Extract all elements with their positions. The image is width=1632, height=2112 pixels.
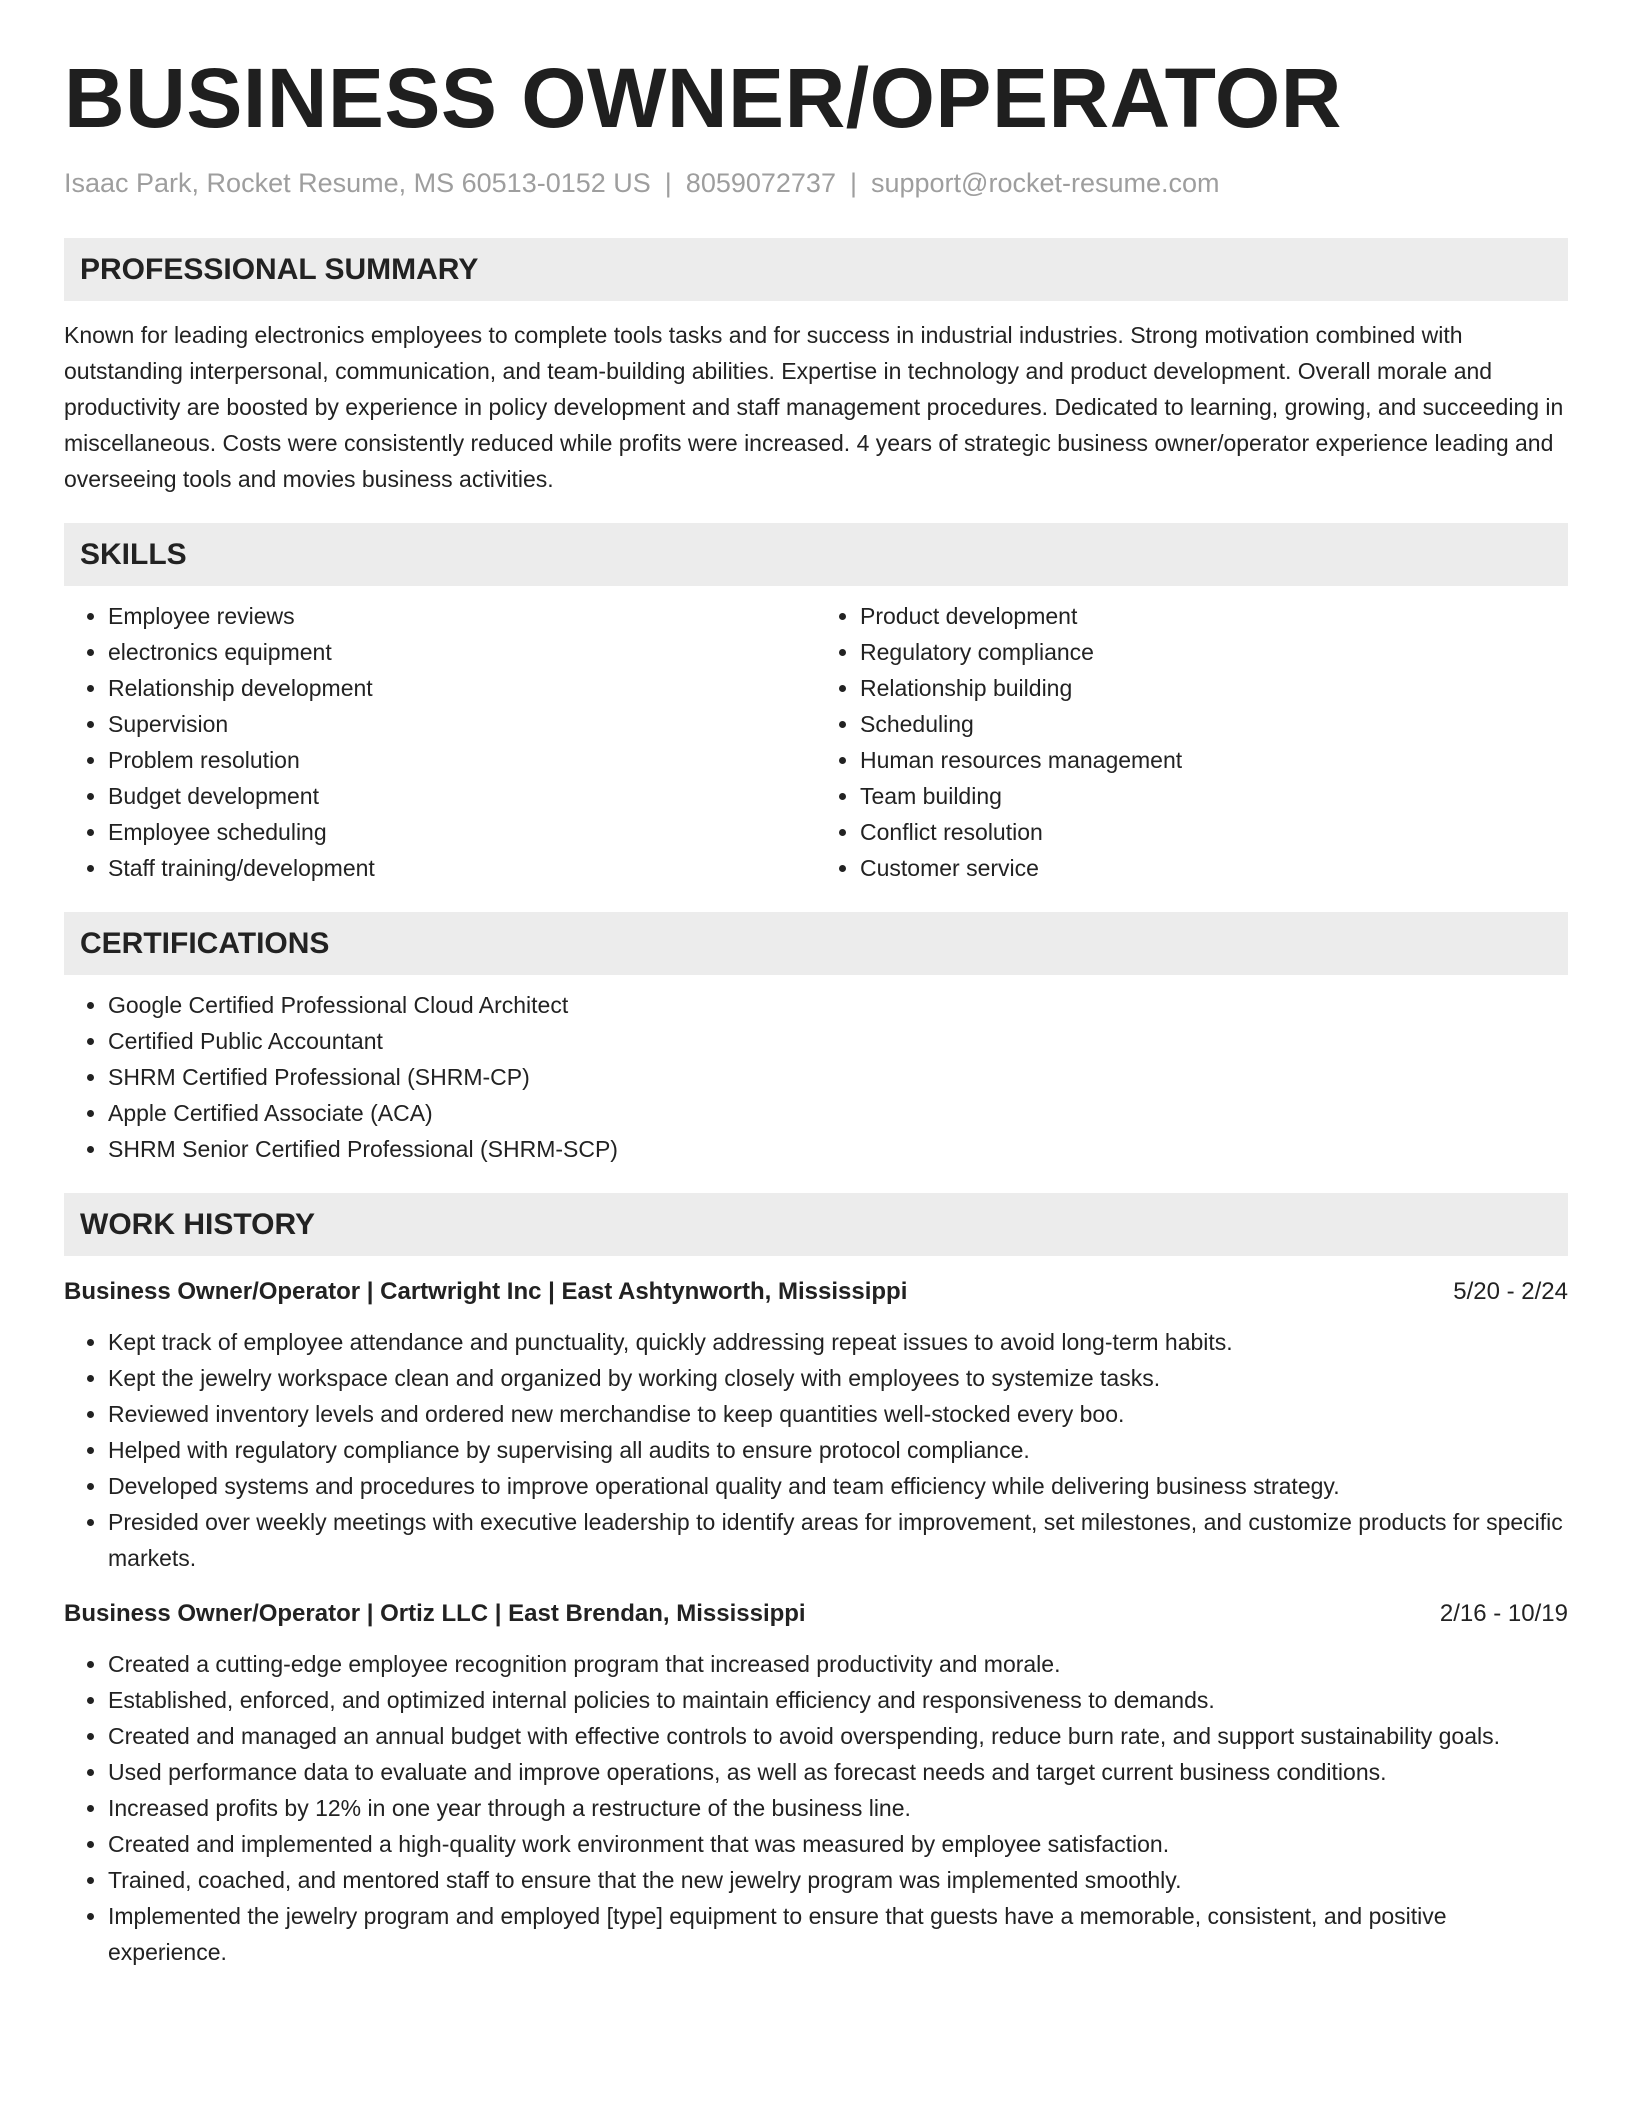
certifications-list bbox=[64, 987, 1568, 1167]
job-bullet: • Increased profits by 12% in one year through a restructure of the business line. bbox=[108, 1790, 1568, 1826]
skill-item: • Relationship building bbox=[860, 670, 1568, 706]
contact-phone: 8059072737 bbox=[685, 168, 836, 198]
job-bullet: • Helped with regulatory compliance by supervising all audits to ensure protocol compliance. bbox=[108, 1432, 1568, 1468]
certifications-section bbox=[64, 912, 1568, 1167]
certification-item: • SHRM Certified Professional (SHRM-CP) bbox=[108, 1059, 1568, 1095]
skill-item: • Conflict resolution bbox=[860, 814, 1568, 850]
job-bullet: • Reviewed inventory levels and ordered new merchandise to keep quantities well-stocked every boo. bbox=[108, 1396, 1568, 1432]
skill-item: • Customer service bbox=[860, 850, 1568, 886]
certification-item: • Apple Certified Associate (ACA) bbox=[108, 1095, 1568, 1131]
job-header bbox=[64, 1596, 1568, 1632]
job-bullet: • Kept the jewelry workspace clean and organized by working closely with employees to systemize tasks. bbox=[108, 1360, 1568, 1396]
job-bullets bbox=[64, 1324, 1568, 1576]
job-title: Business Owner/Operator | Cartwright Inc | East Ashtynworth, Mississippi bbox=[64, 1278, 908, 1305]
skill-item: • Relationship development bbox=[108, 670, 816, 706]
skill-item: • Problem resolution bbox=[108, 742, 816, 778]
job-bullet: • Developed systems and procedures to improve operational quality and team efficiency while delivering business strategy. bbox=[108, 1468, 1568, 1504]
contact-separator: | bbox=[664, 168, 672, 198]
contact-line bbox=[64, 166, 1568, 200]
skill-item: • Employee reviews bbox=[108, 598, 816, 634]
summary-heading: PROFESSIONAL SUMMARY bbox=[64, 238, 1568, 301]
resume-title: BUSINESS OWNER/OPERATOR bbox=[64, 51, 1342, 145]
job-bullet: • Trained, coached, and mentored staff to ensure that the new jewelry program was implemented smoothly. bbox=[108, 1862, 1568, 1898]
work-history-section bbox=[64, 1193, 1568, 1970]
job-header bbox=[64, 1274, 1568, 1310]
skill-item: • Supervision bbox=[108, 706, 816, 742]
certifications-heading: CERTIFICATIONS bbox=[64, 912, 1568, 975]
job-bullet: • Kept track of employee attendance and punctuality, quickly addressing repeat issues to avoid long-term habits. bbox=[108, 1324, 1568, 1360]
job-bullet: • Implemented the jewelry program and employed [type] equipment to ensure that guests have a memorable, consistent, and positive experience. bbox=[108, 1898, 1568, 1970]
summary-text: Known for leading electronics employees to complete tools tasks and for success in industrial industries. Strong motivation combined with outstanding interpersonal, communication, and team-building abilities. Expertise in technology and product development. Overall morale and productivity are boosted by experience in policy development and staff management procedures. Dedicated to learning, growing, and succeeding in miscellaneous. Costs were consistently reduced while profits were increased. 4 years of strategic business owner/operator experience leading and overseeing tools and movies business activities. bbox=[64, 322, 1564, 492]
skill-item: • electronics equipment bbox=[108, 634, 816, 670]
skills-list-right bbox=[816, 598, 1568, 886]
skill-item: • Product development bbox=[860, 598, 1568, 634]
job-entry bbox=[64, 1596, 1568, 1970]
skill-item: • Scheduling bbox=[860, 706, 1568, 742]
job-bullet: • Used performance data to evaluate and improve operations, as well as forecast needs and target current business conditions. bbox=[108, 1754, 1568, 1790]
job-bullet: • Created a cutting-edge employee recognition program that increased productivity and morale. bbox=[108, 1646, 1568, 1682]
job-entry bbox=[64, 1274, 1568, 1576]
skill-item: • Team building bbox=[860, 778, 1568, 814]
skill-item: • Regulatory compliance bbox=[860, 634, 1568, 670]
certification-item: • Certified Public Accountant bbox=[108, 1023, 1568, 1059]
skills-list-left bbox=[64, 598, 816, 886]
summary-section bbox=[64, 238, 1568, 497]
skill-item: • Human resources management bbox=[860, 742, 1568, 778]
contact-separator: | bbox=[849, 168, 857, 198]
job-bullet: • Presided over weekly meetings with executive leadership to identify areas for improvement, set milestones, and customize products for specific markets. bbox=[108, 1504, 1568, 1576]
job-bullet: • Established, enforced, and optimized internal policies to maintain efficiency and responsiveness to demands. bbox=[108, 1682, 1568, 1718]
job-bullet: • Created and managed an annual budget with effective controls to avoid overspending, reduce burn rate, and support sustainability goals. bbox=[108, 1718, 1568, 1754]
job-bullets bbox=[64, 1646, 1568, 1970]
skills-grid bbox=[64, 598, 1568, 886]
job-dates: 5/20 - 2/24 bbox=[1453, 1278, 1568, 1305]
contact-email: support@rocket-resume.com bbox=[870, 168, 1220, 198]
job-bullet: • Created and implemented a high-quality work environment that was measured by employee satisfaction. bbox=[108, 1826, 1568, 1862]
job-title: Business Owner/Operator | Ortiz LLC | East Brendan, Mississippi bbox=[64, 1600, 806, 1627]
certification-item: • SHRM Senior Certified Professional (SHRM-SCP) bbox=[108, 1131, 1568, 1167]
job-dates: 2/16 - 10/19 bbox=[1439, 1600, 1568, 1627]
skills-heading: SKILLS bbox=[64, 523, 1568, 586]
skill-item: • Employee scheduling bbox=[108, 814, 816, 850]
skill-item: • Budget development bbox=[108, 778, 816, 814]
skill-item: • Staff training/development bbox=[108, 850, 816, 886]
contact-address: Isaac Park, Rocket Resume, MS 60513-0152 US bbox=[64, 168, 651, 198]
work-history-heading: WORK HISTORY bbox=[64, 1193, 1568, 1256]
certification-item: • Google Certified Professional Cloud Architect bbox=[108, 987, 1568, 1023]
skills-section bbox=[64, 523, 1568, 886]
